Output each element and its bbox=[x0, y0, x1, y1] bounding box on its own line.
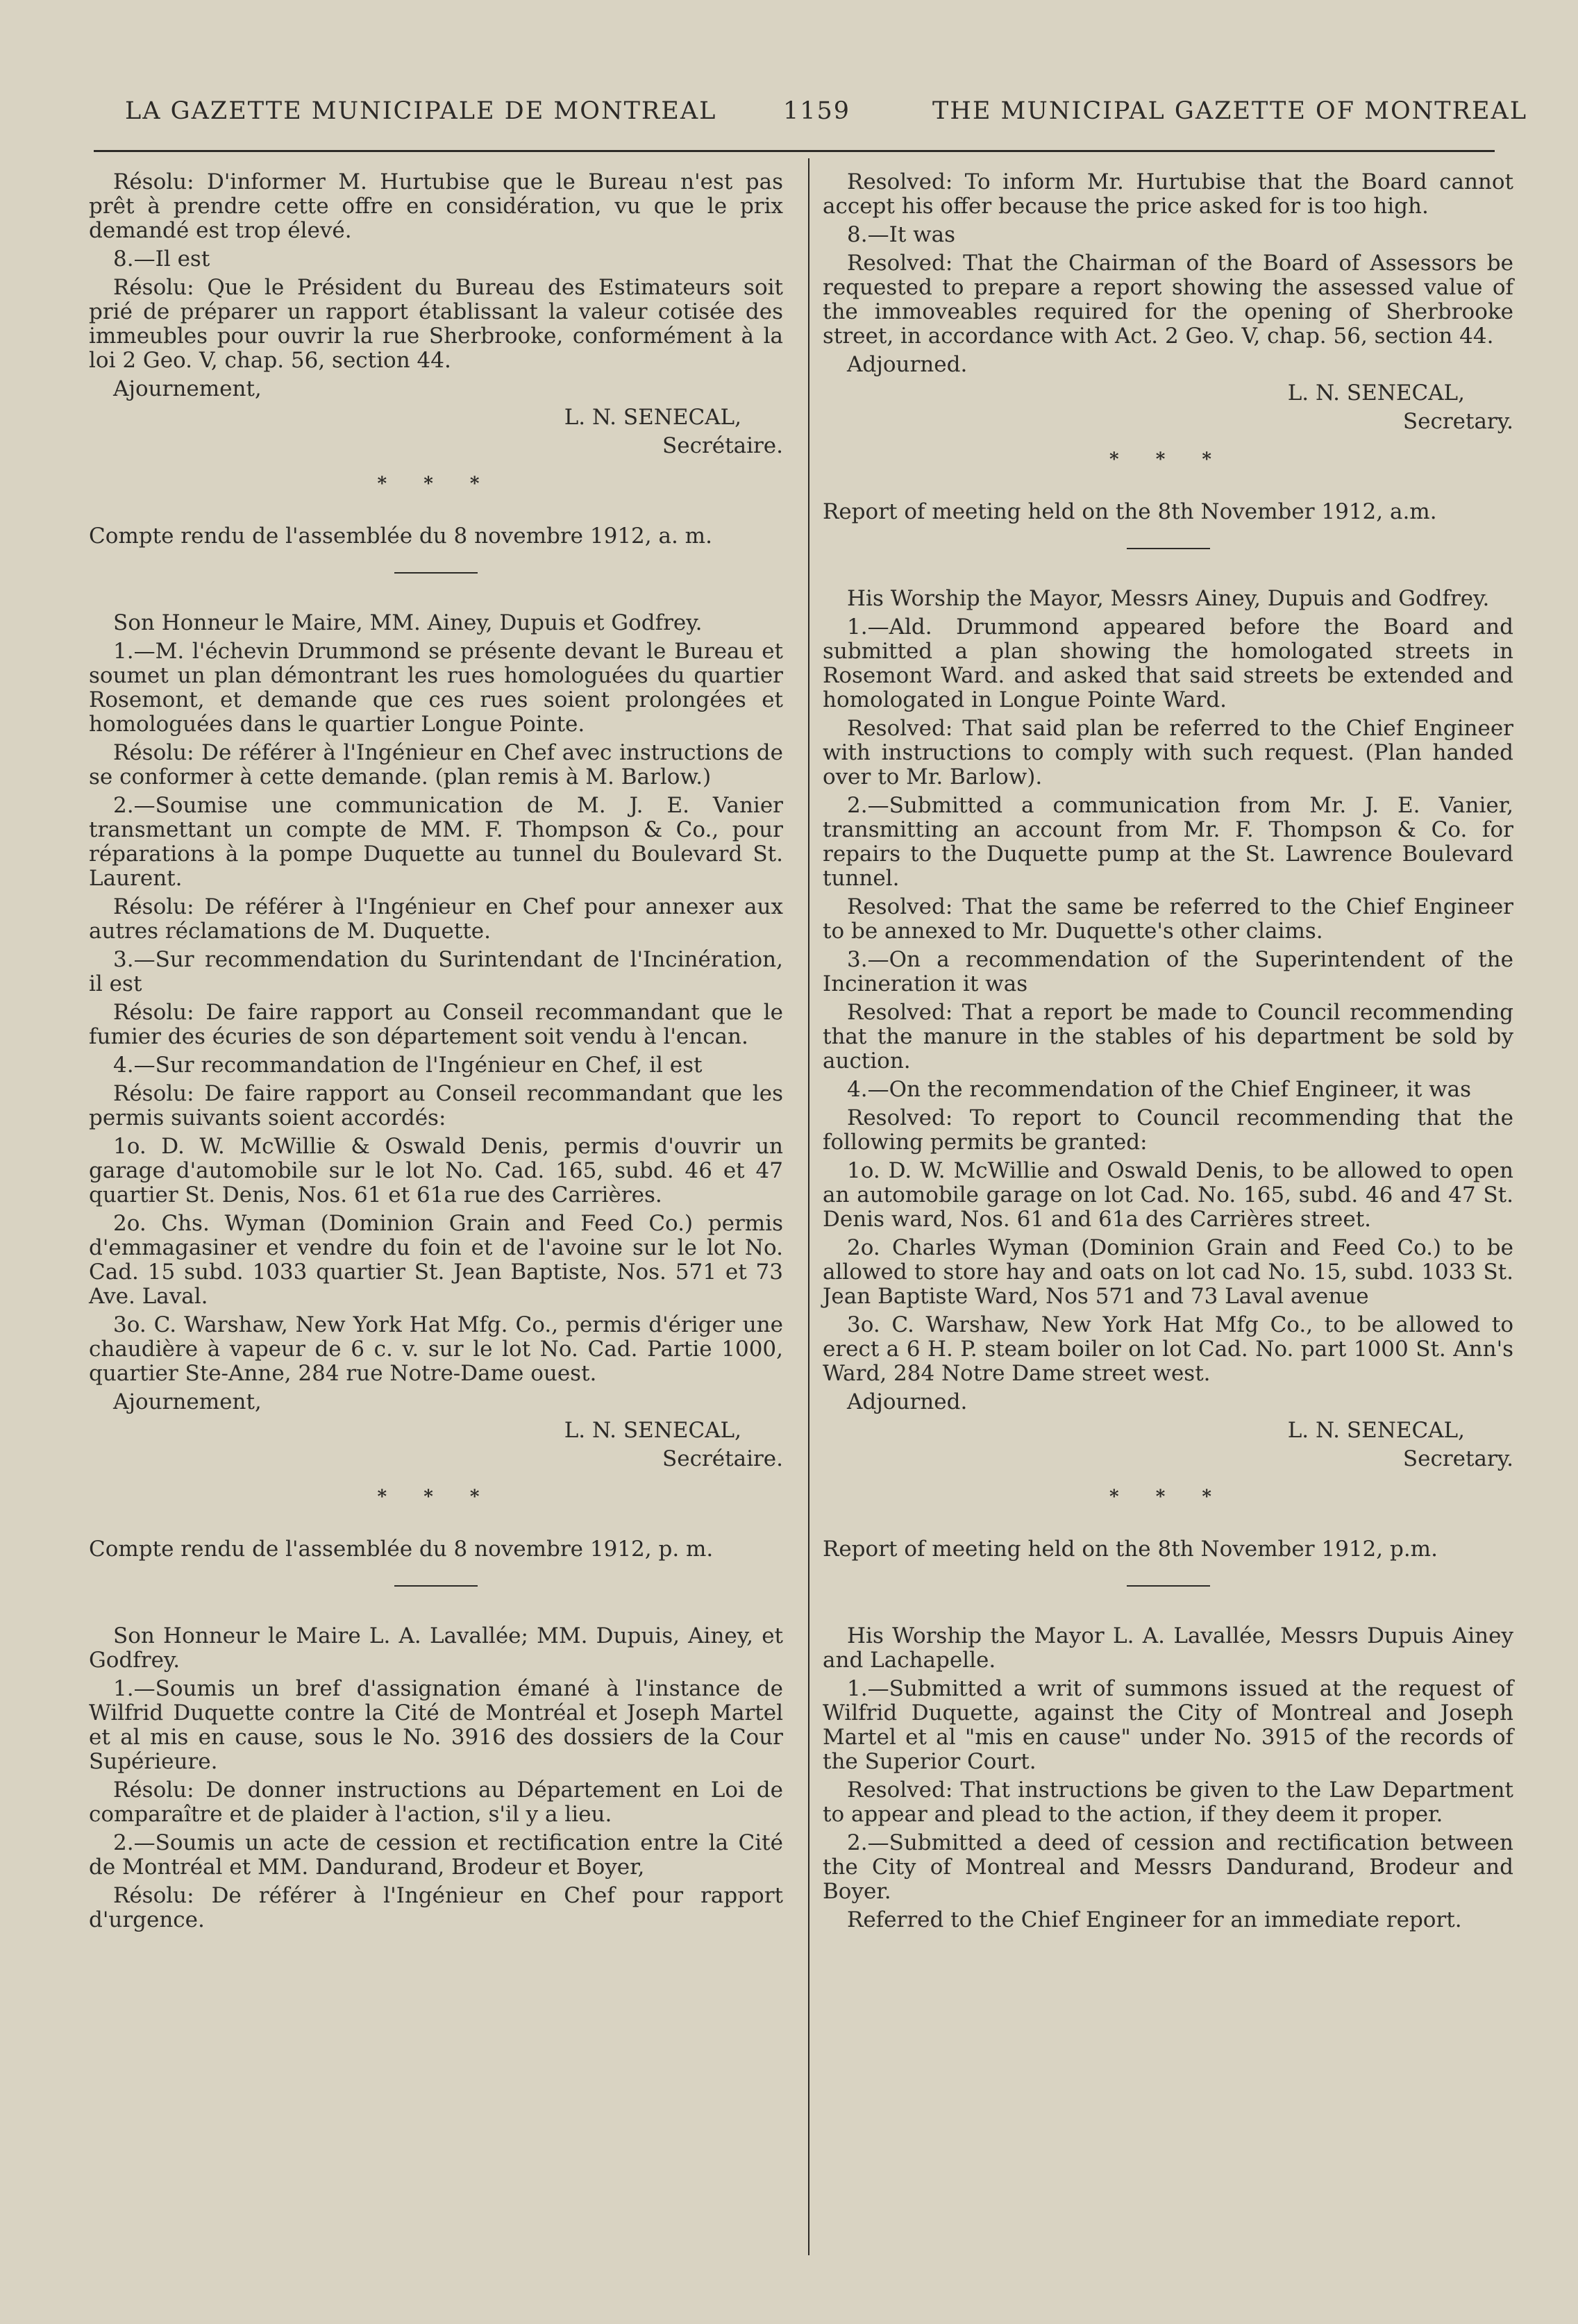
paragraph: Referred to the Chief Engineer for an immediate report. bbox=[847, 1907, 1462, 1932]
paragraph: 1.—Ald. Drummond appeared before the Board and submitted a plan showing the homologated streets in Rosemont Ward. and asked that said streets be extended and homologated in Longue Pointe Ward. bbox=[823, 615, 1513, 712]
paragraph: Résolu: Que le Président du Bureau des Estimateurs soit prié de préparer un rapport établissant la valeur cotisée des immeubles pour ouvrir la rue Sherbrooke, conformément à la loi 2 Geo. V, chap. 56, section 44. bbox=[89, 275, 783, 373]
page-number: 1159 bbox=[783, 97, 851, 125]
paragraph: 1.—Submitted a writ of summons issued at the request of Wilfrid Duquette, against the City of Montreal and Joseph Martel et al "mis en cause" under No. 3915 of the records of the Superior Court. bbox=[823, 1676, 1513, 1774]
paragraph: 2.—Soumis un acte de cession et rectification entre la Cité de Montréal et MM. Dandurand, Brodeur et Boyer, bbox=[89, 1830, 783, 1880]
paragraph: 3.—On a recommendation of the Superintendent of the Incineration it was bbox=[823, 947, 1513, 996]
paragraph: Résolu: De faire rapport au Conseil recommandant que les permis suivants soient accordés: bbox=[89, 1081, 783, 1130]
paragraph: Resolved: That a report be made to Council recommending that the manure in the stables of his department be sold by auction. bbox=[823, 1000, 1513, 1073]
paragraph: Résolu: De référer à l'Ingénieur en Chef pour rapport d'urgence. bbox=[89, 1883, 783, 1932]
paragraph: Resolved: To inform Mr. Hurtubise that the Board cannot accept his offer because the price asked for is too high. bbox=[823, 169, 1513, 219]
paragraph: 8.—Il est bbox=[113, 246, 210, 271]
section-rule bbox=[394, 572, 478, 574]
paragraph: Resolved: To report to Council recommending that the following permits be granted: bbox=[823, 1105, 1513, 1155]
paragraph: Resolved: That instructions be given to the Law Department to appear and plead to the action, if they deem it proper. bbox=[823, 1778, 1513, 1827]
paragraph: 2.—Soumise une communication de M. J. E. Vanier transmettant un compte de MM. F. Thompson & Co., pour réparations à la pompe Duquette au tunnel du Boulevard St. Laurent. bbox=[89, 793, 783, 891]
paragraph: Ajournement, bbox=[113, 1389, 262, 1414]
section-separator: * * * bbox=[377, 474, 495, 494]
paragraph: Adjourned. bbox=[847, 352, 968, 377]
section-title: Compte rendu de l'assemblée du 8 novembre 1912, a. m. bbox=[89, 524, 712, 549]
english-column bbox=[823, 170, 1513, 1937]
paragraph: 4.—On the recommendation of the Chief Engineer, it was bbox=[847, 1077, 1472, 1102]
paragraph: Résolu: De référer à l'Ingénieur en Chef avec instructions de se conformer à cette demande. (plan remis à M. Barlow.) bbox=[89, 740, 783, 789]
section-separator: * * * bbox=[377, 1487, 495, 1507]
paragraph: 3o. C. Warshaw, New York Hat Mfg. Co., permis d'ériger une chaudière à vapeur de 6 c. v. sur le lot No. Cad. Partie 1000, quartier Ste-Anne, 284 rue Notre-Dame ouest. bbox=[89, 1312, 783, 1386]
paragraph: 8.—It was bbox=[847, 222, 956, 247]
paragraph: Son Honneur le Maire, MM. Ainey, Dupuis et Godfrey. bbox=[113, 610, 703, 635]
paragraph: 1.—M. l'échevin Drummond se présente devant le Bureau et soumet un plan démontrant les rues homologuées du quartier Rosemont, et demande que ces rues soient prolongées et homologuées dans le quartier Longue Pointe. bbox=[89, 639, 783, 737]
section-title: Compte rendu de l'assemblée du 8 novembre 1912, p. m. bbox=[89, 1537, 714, 1562]
paragraph: Ajournement, bbox=[113, 376, 262, 401]
paragraph: Résolu: De faire rapport au Conseil recommandant que le fumier des écuries de son département soit vendu à l'encan. bbox=[89, 1000, 783, 1049]
paragraph: 2.—Submitted a deed of cession and rectification between the City of Montreal and Messrs Dandurand, Brodeur and Boyer. bbox=[823, 1830, 1513, 1904]
paragraph: Son Honneur le Maire L. A. Lavallée; MM. Dupuis, Ainey, et Godfrey. bbox=[89, 1623, 783, 1673]
paragraph: Adjourned. bbox=[847, 1389, 968, 1414]
paragraph: 2o. Chs. Wyman (Dominion Grain and Feed Co.) permis d'emmagasiner et vendre du foin et de l'avoine sur le lot No. Cad. 15 subd. 1033 quartier St. Jean Baptiste, Nos. 571 et 73 Ave. Laval. bbox=[89, 1211, 783, 1309]
paragraph: 1o. D. W. McWillie & Oswald Denis, permis d'ouvrir un garage d'automobile sur le lot No. Cad. 165, subd. 46 et 47 quartier St. Denis, Nos. 61 et 61a rue des Carrières. bbox=[89, 1134, 783, 1207]
paragraph: Résolu: De référer à l'Ingénieur en Chef pour annexer aux autres réclamations de M. Duquette. bbox=[89, 894, 783, 944]
paragraph: Résolu: De donner instructions au Département en Loi de comparaître et de plaider à l'action, s'il y a lieu. bbox=[89, 1778, 783, 1827]
page-header bbox=[0, 0, 1578, 160]
paragraph: 2.—Submitted a communication from Mr. J. E. Vanier, transmitting an account from Mr. F. Thompson & Co. for repairs to the Duquette pump at the St. Lawrence Boulevard tunnel. bbox=[823, 793, 1513, 891]
signature-title: Secrétaire. bbox=[662, 433, 783, 458]
section-rule bbox=[394, 1585, 478, 1587]
header-french-title: LA GAZETTE MUNICIPALE DE MONTREAL bbox=[125, 97, 717, 125]
section-rule bbox=[1127, 1585, 1210, 1587]
paragraph: Resolved: That the same be referred to the Chief Engineer to be annexed to Mr. Duquette's other claims. bbox=[823, 894, 1513, 944]
signature-name: L. N. SENECAL, bbox=[1287, 1418, 1465, 1443]
signature-title: Secretary. bbox=[1402, 409, 1513, 434]
paragraph: 2o. Charles Wyman (Dominion Grain and Feed Co.) to be allowed to store hay and oats on lot cad No. 15, subd. 1033 St. Jean Baptiste Ward, Nos 571 and 73 Laval avenue bbox=[823, 1235, 1513, 1309]
section-separator: * * * bbox=[1109, 1487, 1227, 1507]
paragraph: His Worship the Mayor, Messrs Ainey, Dupuis and Godfrey. bbox=[847, 586, 1490, 611]
signature-name: L. N. SENECAL, bbox=[564, 405, 741, 430]
section-title: Report of meeting held on the 8th November 1912, p.m. bbox=[823, 1537, 1438, 1562]
paragraph: 4.—Sur recommandation de l'Ingénieur en Chef, il est bbox=[113, 1053, 703, 1078]
section-rule bbox=[1127, 548, 1210, 549]
paragraph: 1.—Soumis un bref d'assignation émané à l'instance de Wilfrid Duquette contre la Cité de Montréal et Joseph Martel et al mis en cause, sous le No. 3916 des dossiers de la Cour Supérieure. bbox=[89, 1676, 783, 1774]
paragraph: 3o. C. Warshaw, New York Hat Mfg Co., to be allowed to erect a 6 H. P. steam boiler on lot Cad. No. part 1000 St. Ann's Ward, 284 Notre Dame street west. bbox=[823, 1312, 1513, 1386]
paragraph: Résolu: D'informer M. Hurtubise que le Bureau n'est pas prêt à prendre cette offre en considération, vu que le prix demandé est trop élevé. bbox=[89, 169, 783, 243]
paragraph: 1o. D. W. McWillie and Oswald Denis, to be allowed to open an automobile garage on lot Cad. No. 165, subd. 46 and 47 St. Denis ward, Nos. 61 and 61a des Carrières street. bbox=[823, 1158, 1513, 1232]
signature-name: L. N. SENECAL, bbox=[564, 1418, 741, 1443]
paragraph: Resolved: That the Chairman of the Board of Assessors be requested to prepare a report showing the assessed value of the immoveables required for the opening of Sherbrooke street, in accordance with Act. 2 Geo. V, chap. 56, section 44. bbox=[823, 251, 1513, 349]
header-english-title: THE MUNICIPAL GAZETTE OF MONTREAL bbox=[932, 97, 1528, 125]
signature-title: Secrétaire. bbox=[662, 1446, 783, 1471]
signature-name: L. N. SENECAL, bbox=[1287, 381, 1465, 406]
section-separator: * * * bbox=[1109, 449, 1227, 470]
section-title: Report of meeting held on the 8th November 1912, a.m. bbox=[823, 499, 1437, 524]
header-rule bbox=[94, 150, 1495, 152]
french-column bbox=[89, 170, 783, 1937]
column-divider bbox=[808, 158, 809, 2255]
paragraph: Resolved: That said plan be referred to the Chief Engineer with instructions to comply with such request. (Plan handed over to Mr. Barlow). bbox=[823, 716, 1513, 789]
paragraph: His Worship the Mayor L. A. Lavallée, Messrs Dupuis Ainey and Lachapelle. bbox=[823, 1623, 1513, 1673]
paragraph: 3.—Sur recommendation du Surintendant de l'Incinération, il est bbox=[89, 947, 783, 996]
signature-title: Secretary. bbox=[1402, 1446, 1513, 1471]
